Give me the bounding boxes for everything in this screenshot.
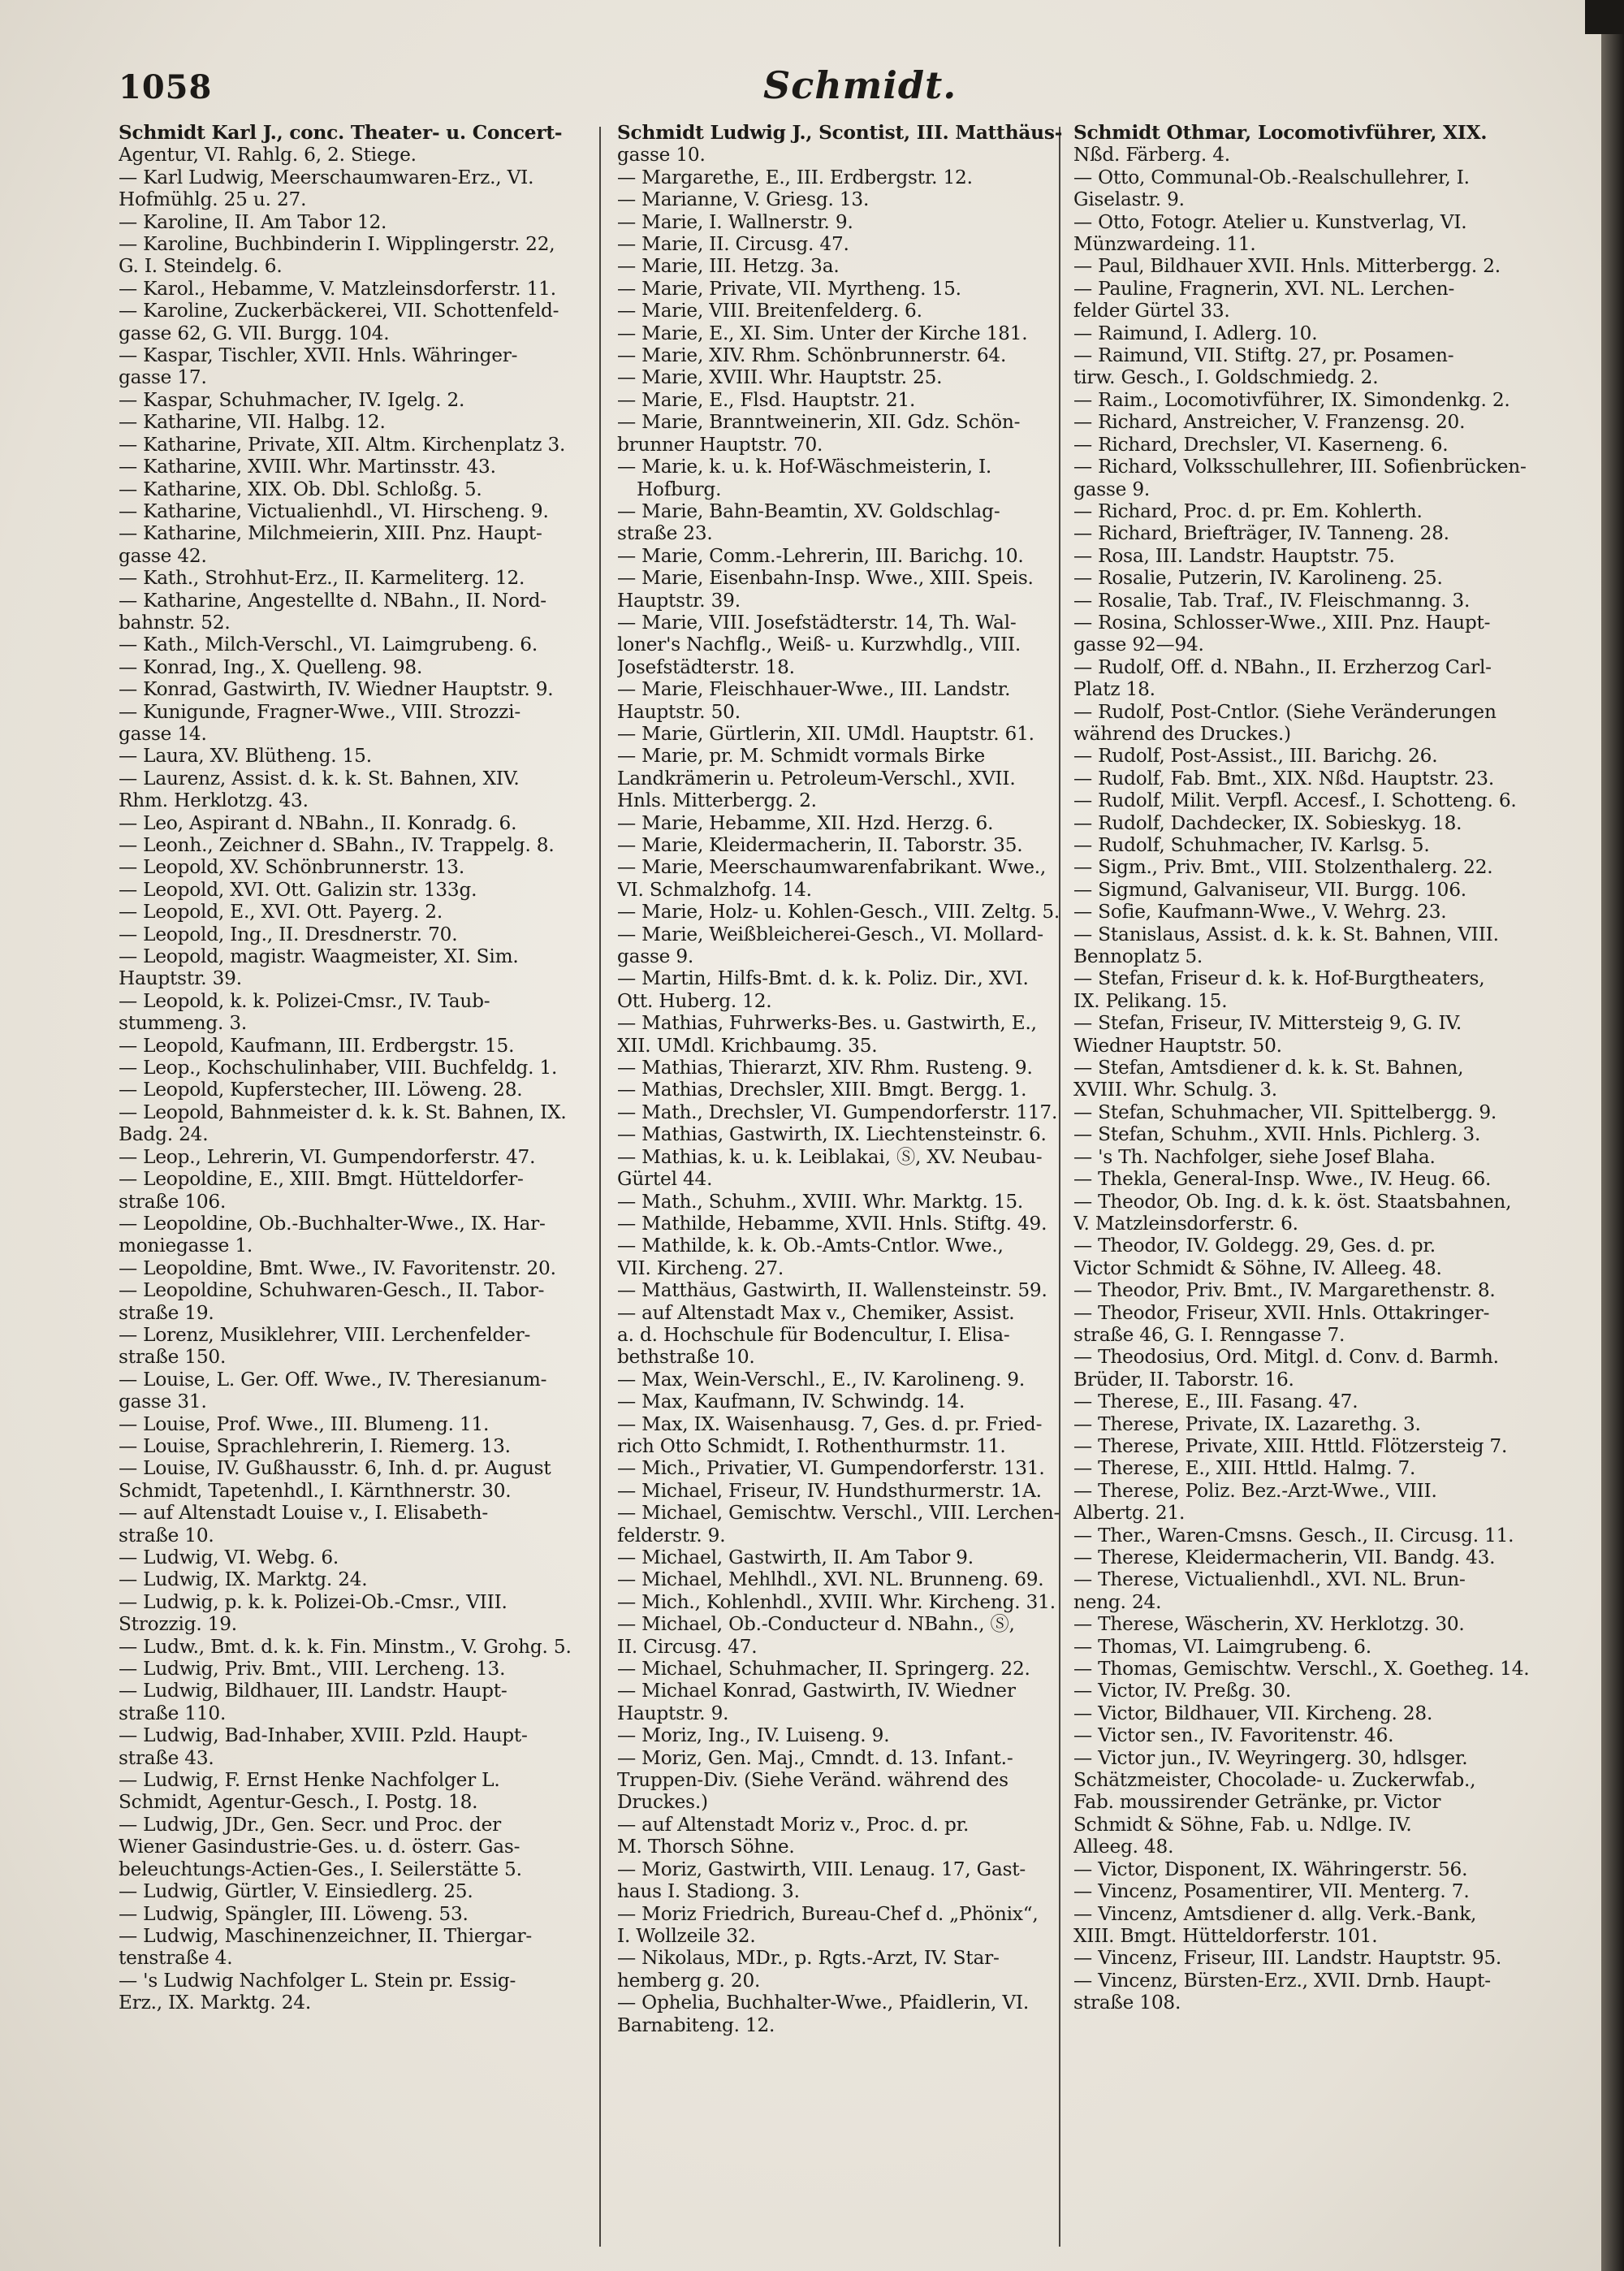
directory-line: — Rosa, III. Landstr. Hauptstr. 75. (1073, 544, 1395, 567)
directory-line: — Katharine, Victualienhdl., VI. Hirscheng. 9. (119, 500, 549, 522)
directory-line: — Vincenz, Friseur, III. Landstr. Hauptstr. 95. (1073, 1947, 1502, 1970)
directory-line: Albertg. 21. (1073, 1502, 1186, 1525)
page-edge-shadow (1601, 0, 1624, 2271)
directory-line: neng. 24. (1073, 1590, 1162, 1613)
directory-line: — Karol., Hebamme, V. Matzleinsdorferstr. 11. (119, 277, 556, 300)
directory-line: — Marie, E., XI. Sim. Unter der Kirche 181. (617, 322, 1028, 344)
directory-line: — Vincenz, Posamentirer, VII. Menterg. 7. (1073, 1880, 1470, 1903)
directory-line: Ott. Huberg. 12. (617, 989, 772, 1012)
directory-line: — Theodosius, Ord. Mitgl. d. Conv. d. Barmh. (1073, 1346, 1499, 1369)
directory-line: tirw. Gesch., I. Goldschmiedg. 2. (1073, 366, 1379, 389)
directory-line: — Marie, Branntweinerin, XII. Gdz. Schön- (617, 411, 1021, 434)
directory-line: straße 108. (1073, 1992, 1181, 2014)
directory-line: Alleeg. 48. (1073, 1836, 1174, 1858)
directory-line: Wiener Gasindustrie-Ges. u. d. österr. Gas- (119, 1836, 520, 1858)
directory-line: — Stanislaus, Assist. d. k. k. St. Bahnen, VIII. (1073, 923, 1499, 945)
directory-line: — Stefan, Amtsdiener d. k. k. St. Bahnen, (1073, 1057, 1464, 1079)
directory-line: Hofmühlg. 25 u. 27. (119, 188, 307, 211)
page-number: 1058 (119, 68, 213, 106)
directory-line: — Ludwig, Bildhauer, III. Landstr. Haupt- (119, 1680, 508, 1702)
directory-line: bethstraße 10. (617, 1346, 755, 1369)
directory-line: — Leopold, Kaufmann, III. Erdbergstr. 15. (119, 1034, 515, 1057)
directory-line: haus I. Stadiong. 3. (617, 1880, 800, 1903)
directory-line: — Leopold, magistr. Waagmeister, XI. Sim. (119, 945, 519, 968)
directory-line: Schmidt Ludwig J., Scontist, III. Matthäus- (617, 122, 1063, 144)
directory-line: — Kath., Strohhut-Erz., II. Karmeliterg. 12. (119, 567, 525, 590)
directory-line: — Rosalie, Tab. Traf., IV. Fleischmanng. 3. (1073, 589, 1471, 612)
directory-line: Truppen-Div. (Siehe Veränd. während des (617, 1769, 1009, 1792)
directory-line: — Kath., Milch-Verschl., VI. Laimgrubeng. 6. (119, 634, 538, 656)
directory-line: — Michael, Ob.-Conducteur d. NBahn., Ⓢ, (617, 1613, 1015, 1636)
directory-line: — Therese, Private, IX. Lazarethg. 3. (1073, 1412, 1421, 1435)
directory-line: — Therese, E., III. Fasang. 47. (1073, 1391, 1358, 1413)
directory-line: — 's Th. Nachfolger, siehe Josef Blaha. (1073, 1145, 1436, 1168)
directory-line: Münzwardeing. 11. (1073, 233, 1256, 256)
directory-line: — Rudolf, Fab. Bmt., XIX. Nßd. Hauptstr. 23. (1073, 767, 1495, 789)
directory-line: — Leopold, E., XVI. Ott. Payerg. 2. (119, 901, 443, 924)
directory-line: Landkrämerin u. Petroleum-Verschl., XVII. (617, 767, 1016, 789)
directory-line: loner's Nachflg., Weiß- u. Kurzwhdlg., VIII. (617, 634, 1021, 656)
directory-column-2 (617, 122, 1082, 2266)
directory-line: Hauptstr. 9. (617, 1702, 729, 1724)
directory-line: gasse 9. (617, 945, 694, 968)
directory-line: straße 43. (119, 1746, 214, 1769)
directory-column-1 (119, 122, 585, 2266)
directory-line: — Michael, Gastwirth, II. Am Tabor 9. (617, 1546, 974, 1568)
directory-line: IX. Pelikang. 15. (1073, 989, 1228, 1012)
directory-line: — Leopoldine, Bmt. Wwe., IV. Favoritenstr. 20. (119, 1257, 556, 1279)
directory-line: — Marie, Weißbleicherei-Gesch., VI. Mollard- (617, 923, 1043, 945)
directory-line: — Marie, XVIII. Whr. Hauptstr. 25. (617, 366, 943, 389)
directory-line: G. I. Steindelg. 6. (119, 255, 283, 278)
directory-line: — Leop., Kochschulinhaber, VIII. Buchfeldg. 1. (119, 1057, 558, 1079)
directory-line: XII. UMdl. Krichbaumg. 35. (617, 1034, 878, 1057)
directory-line: straße 23. (617, 522, 713, 545)
directory-line: — auf Altenstadt Louise v., I. Elisabeth- (119, 1502, 488, 1525)
directory-line: — Richard, Volksschullehrer, III. Sofienbrücken- (1073, 456, 1527, 478)
directory-line: — Louise, IV. Gußhausstr. 6, Inh. d. pr. August (119, 1457, 551, 1480)
directory-line: — Stefan, Schuhmacher, VII. Spittelbergg. 9. (1073, 1101, 1497, 1123)
directory-line: — Karl Ludwig, Meerschaumwaren-Erz., VI. (119, 166, 534, 188)
directory-line: — Marie, Eisenbahn-Insp. Wwe., XIII. Speis. (617, 567, 1034, 590)
directory-line: — Katharine, XVIII. Whr. Martinsstr. 43. (119, 456, 496, 478)
directory-line: — Thekla, General-Insp. Wwe., IV. Heug. 66. (1073, 1168, 1492, 1191)
directory-line: — Therese, Victualienhdl., XVI. NL. Brun- (1073, 1568, 1466, 1591)
directory-line: — Leopoldine, Ob.-Buchhalter-Wwe., IX. Har- (119, 1212, 546, 1235)
directory-line: — Raimund, VII. Stiftg. 27, pr. Posamen- (1073, 344, 1454, 367)
directory-line: Druckes.) (617, 1791, 708, 1814)
directory-line: — Leo, Aspirant d. NBahn., II. Konradg. 6. (119, 811, 517, 834)
directory-line: brunner Hauptstr. 70. (617, 433, 823, 456)
directory-line: Hauptstr. 50. (617, 700, 741, 723)
directory-line: — Leopold, XV. Schönbrunnerstr. 13. (119, 856, 464, 879)
directory-line: — Katharine, Milchmeierin, XIII. Pnz. Haupt- (119, 522, 542, 545)
directory-line: — Marie, Kleidermacherin, II. Taborstr. 35. (617, 834, 1023, 856)
directory-line: — Stefan, Friseur, IV. Mittersteig 9, G. IV. (1073, 1012, 1462, 1035)
directory-line: — Laurenz, Assist. d. k. k. St. Bahnen, XIV. (119, 767, 520, 789)
directory-line: Badg. 24. (119, 1123, 209, 1146)
directory-line: — Marianne, V. Griesg. 13. (617, 188, 870, 211)
directory-line: — Max, IX. Waisenhausg. 7, Ges. d. pr. Fried- (617, 1412, 1043, 1435)
directory-line: — Paul, Bildhauer XVII. Hnls. Mitterbergg. 2. (1073, 255, 1501, 278)
directory-line: straße 19. (119, 1301, 214, 1324)
directory-line: — Marie, Holz- u. Kohlen-Gesch., VIII. Zeltg. 5. (617, 901, 1060, 924)
directory-line: — Rudolf, Post-Assist., III. Barichg. 26. (1073, 745, 1438, 768)
directory-line: — Marie, XIV. Rhm. Schönbrunnerstr. 64. (617, 344, 1007, 367)
directory-line: — auf Altenstadt Max v., Chemiker, Assist. (617, 1301, 1015, 1324)
directory-line: — Raim., Locomotivführer, IX. Simondenkg. 2. (1073, 388, 1510, 411)
directory-line: — Lorenz, Musiklehrer, VIII. Lerchenfelder- (119, 1323, 531, 1346)
directory-line: — Victor jun., IV. Weyringerg. 30, hdlsger. (1073, 1746, 1468, 1769)
directory-line: — Mathias, Thierarzt, XIV. Rhm. Rusteng. 9. (617, 1057, 1033, 1079)
directory-line: — Marie, Fleischhauer-Wwe., III. Landstr. (617, 678, 1011, 701)
directory-line: — Marie, Comm.-Lehrerin, III. Barichg. 10. (617, 544, 1024, 567)
directory-line: — Marie, II. Circusg. 47. (617, 233, 849, 256)
directory-line: — Sigm., Priv. Bmt., VIII. Stolzenthalerg. 22. (1073, 856, 1493, 879)
directory-line: — Ophelia, Buchhalter-Wwe., Pfaidlerin, VI. (617, 1992, 1029, 2014)
directory-line: — Ludwig, Maschinenzeichner, II. Thiergar- (119, 1924, 533, 1947)
directory-line: — Karoline, Zuckerbäckerei, VII. Schottenfeld- (119, 300, 559, 322)
page-header (0, 0, 1592, 122)
directory-line: — Martin, Hilfs-Bmt. d. k. k. Poliz. Dir., XVI. (617, 967, 1029, 990)
directory-line: — Richard, Drechsler, VI. Kaserneng. 6. (1073, 433, 1449, 456)
directory-line: straße 106. (119, 1190, 227, 1213)
directory-line: — Louise, L. Ger. Off. Wwe., IV. Theresianum- (119, 1368, 547, 1391)
directory-line: — 's Ludwig Nachfolger L. Stein pr. Essig- (119, 1969, 516, 1992)
directory-line: — Karoline, II. Am Tabor 12. (119, 210, 387, 233)
directory-line: — Rudolf, Milit. Verpfl. Accesf., I. Schotteng. 6. (1073, 789, 1517, 812)
directory-line: V. Matzleinsdorferstr. 6. (1073, 1212, 1298, 1235)
directory-line: — Rudolf, Dachdecker, IX. Sobieskyg. 18. (1073, 811, 1462, 834)
directory-line: XIII. Bmgt. Hütteldorferstr. 101. (1073, 1924, 1378, 1947)
directory-line: — Theodor, IV. Goldegg. 29, Ges. d. pr. (1073, 1235, 1436, 1257)
directory-line: — Max, Wein-Verschl., E., IV. Karolineng. 9. (617, 1368, 1026, 1391)
directory-line: — Katharine, Angestellte d. NBahn., II. Nord- (119, 589, 546, 612)
directory-line: — Ludwig, Bad-Inhaber, XVIII. Pzld. Haupt- (119, 1724, 528, 1747)
directory-line: — Michael, Gemischtw. Verschl., VIII. Lerchen- (617, 1502, 1060, 1525)
directory-line: — Sigmund, Galvaniseur, VII. Burgg. 106. (1073, 878, 1466, 901)
directory-line: VI. Schmalzhofg. 14. (617, 878, 812, 901)
directory-line: — Kaspar, Schuhmacher, IV. Igelg. 2. (119, 388, 465, 411)
directory-line: Giselastr. 9. (1073, 188, 1185, 211)
directory-line: gasse 14. (119, 722, 207, 745)
directory-line: — Therese, Poliz. Bez.-Arzt-Wwe., VIII. (1073, 1479, 1437, 1502)
directory-line: — Vincenz, Amtsdiener d. allg. Verk.-Bank, (1073, 1902, 1477, 1925)
directory-line: Schmidt Karl J., conc. Theater- u. Concert- (119, 122, 563, 144)
directory-line: — Therese, Private, XIII. Httld. Flötzersteig 7. (1073, 1434, 1508, 1457)
directory-line: Schätzmeister, Chocolade- u. Zuckerwfab., (1073, 1769, 1476, 1792)
directory-line: — Mathias, Fuhrwerks-Bes. u. Gastwirth, E., (617, 1012, 1037, 1035)
directory-line: Hnls. Mitterbergg. 2. (617, 789, 817, 812)
directory-line: — Richard, Anstreicher, V. Franzensg. 20. (1073, 411, 1466, 434)
directory-line: — Leopoldine, E., XIII. Bmgt. Hütteldorfer- (119, 1168, 524, 1191)
directory-line: — Victor, IV. Preßg. 30. (1073, 1680, 1292, 1702)
directory-line: — Pauline, Fragnerin, XVI. NL. Lerchen- (1073, 277, 1455, 300)
directory-line: straße 110. (119, 1702, 227, 1724)
directory-line: — Moriz Friedrich, Bureau-Chef d. „Phönix“, (617, 1902, 1039, 1925)
directory-line: gasse 10. (617, 144, 706, 167)
directory-line: — Nikolaus, MDr., p. Rgts.-Arzt, IV. Star- (617, 1947, 1000, 1970)
directory-line: — Rudolf, Off. d. NBahn., II. Erzherzog Carl- (1073, 655, 1492, 678)
directory-line: — Victor, Disponent, IX. Währingerstr. 56. (1073, 1858, 1468, 1880)
directory-line: — Marie, VIII. Breitenfelderg. 6. (617, 300, 922, 322)
directory-line: beleuchtungs-Actien-Ges., I. Seilerstätte 5. (119, 1858, 522, 1880)
directory-line: Josefstädterstr. 18. (617, 655, 795, 678)
directory-line: — Marie, Gürtlerin, XII. UMdl. Hauptstr. 61. (617, 722, 1034, 745)
directory-line: — Therese, E., XIII. Httld. Halmg. 7. (1073, 1457, 1416, 1480)
directory-line: — Theodor, Priv. Bmt., IV. Margarethenstr. 8. (1073, 1279, 1496, 1302)
directory-line: — Matthäus, Gastwirth, II. Wallensteinstr. 59. (617, 1279, 1047, 1302)
directory-line: — Marie, E., Flsd. Hauptstr. 21. (617, 388, 916, 411)
directory-line: — Stefan, Schuhm., XVII. Hnls. Pichlerg. 3. (1073, 1123, 1481, 1146)
directory-line: — Mathias, Drechsler, XIII. Bmgt. Bergg. 1. (617, 1079, 1027, 1101)
directory-line: — Marie, Meerschaumwarenfabrikant. Wwe., (617, 856, 1047, 879)
directory-line: — Victor, Bildhauer, VII. Kircheng. 28. (1073, 1702, 1433, 1724)
directory-line: stummeng. 3. (119, 1012, 248, 1035)
directory-line: — Therese, Kleidermacherin, VII. Bandg. 43. (1073, 1546, 1496, 1568)
directory-line: straße 150. (119, 1346, 227, 1369)
directory-line: — Raimund, I. Adlerg. 10. (1073, 322, 1318, 344)
directory-line: — Ludwig, IX. Marktg. 24. (119, 1568, 368, 1591)
directory-line: — Richard, Proc. d. pr. Em. Kohlerth. (1073, 500, 1423, 522)
directory-line: a. d. Hochschule für Bodencultur, I. Elisa- (617, 1323, 1010, 1346)
directory-line: gasse 9. (1073, 478, 1151, 500)
directory-line: — Michael, Friseur, IV. Hundsthurmerstr. 1A. (617, 1479, 1042, 1502)
directory-line: II. Circusg. 47. (617, 1635, 758, 1658)
directory-line: — Max, Kaufmann, IV. Schwindg. 14. (617, 1391, 965, 1413)
directory-line: — Richard, Briefträger, IV. Tanneng. 28. (1073, 522, 1449, 545)
directory-line: — Moriz, Gastwirth, VIII. Lenaug. 17, Gast- (617, 1858, 1026, 1880)
directory-line: — Katharine, VII. Halbg. 12. (119, 411, 386, 434)
directory-line: — Kaspar, Tischler, XVII. Hnls. Währinger- (119, 344, 518, 367)
directory-line: Schmidt, Agentur-Gesch., I. Postg. 18. (119, 1791, 478, 1814)
directory-line: — Theodor, Ob. Ing. d. k. k. öst. Staatsbahnen, (1073, 1190, 1512, 1213)
directory-line: — Leopoldine, Schuhwaren-Gesch., II. Tabor- (119, 1279, 545, 1302)
directory-line: — Ludwig, Gürtler, V. Einsiedlerg. 25. (119, 1880, 473, 1903)
directory-line: — Ludwig, VI. Webg. 6. (119, 1546, 339, 1568)
directory-line: — Rosina, Schlosser-Wwe., XIII. Pnz. Haupt- (1073, 611, 1491, 634)
directory-line: Schmidt, Tapetenhdl., I. Kärnthnerstr. 30. (119, 1479, 512, 1502)
directory-line: Platz 18. (1073, 678, 1155, 701)
directory-line: — Marie, Hebamme, XII. Hzd. Herzg. 6. (617, 811, 994, 834)
directory-line: — Ludwig, p. k. k. Polizei-Ob.-Cmsr., VIII. (119, 1590, 508, 1613)
directory-line: — Marie, I. Wallnerstr. 9. (617, 210, 853, 233)
directory-line: — Ludwig, Spängler, III. Löweng. 53. (119, 1902, 469, 1925)
directory-line: — Konrad, Ing., X. Quelleng. 98. (119, 655, 423, 678)
directory-line: — Leopold, Ing., II. Dresdnerstr. 70. (119, 923, 458, 945)
directory-line: — Victor sen., IV. Favoritenstr. 46. (1073, 1724, 1394, 1747)
directory-line: — Michael, Mehlhdl., XVI. NL. Brunneng. 69. (617, 1568, 1044, 1591)
directory-column-3 (1073, 122, 1561, 2266)
directory-line: gasse 42. (119, 544, 207, 567)
directory-line: Rhm. Herklotzg. 43. (119, 789, 309, 812)
directory-line: Schmidt Othmar, Locomotivführer, XIX. (1073, 122, 1488, 144)
directory-line: — Marie, Bahn-Beamtin, XV. Goldschlag- (617, 500, 1000, 522)
directory-line: Fab. moussirender Getränke, pr. Victor (1073, 1791, 1441, 1814)
directory-line: gasse 17. (119, 366, 207, 389)
directory-line: Erz., IX. Marktg. 24. (119, 1992, 312, 2014)
directory-line: — Thomas, VI. Laimgrubeng. 6. (1073, 1635, 1371, 1658)
directory-line: — Marie, pr. M. Schmidt vormals Birke (617, 745, 985, 768)
directory-line: — Stefan, Friseur d. k. k. Hof-Burgtheaters, (1073, 967, 1485, 990)
directory-line: — Leonh., Zeichner d. SBahn., IV. Trappelg. 8. (119, 834, 555, 856)
directory-line: — Mathias, Gastwirth, IX. Liechtensteinstr. 6. (617, 1123, 1047, 1146)
directory-line: — Mich., Privatier, VI. Gumpendorferstr. 131. (617, 1457, 1045, 1480)
directory-line: Nßd. Färberg. 4. (1073, 144, 1230, 167)
directory-line: Wiedner Hauptstr. 50. (1073, 1034, 1282, 1057)
directory-line: rich Otto Schmidt, I. Rothenthurmstr. 11. (617, 1434, 1006, 1457)
directory-line: — Konrad, Gastwirth, IV. Wiedner Hauptstr. 9. (119, 678, 554, 701)
directory-line: — Mich., Kohlenhdl., XVIII. Whr. Kircheng. 31. (617, 1590, 1056, 1613)
directory-line: Victor Schmidt & Söhne, IV. Alleeg. 48. (1073, 1257, 1442, 1279)
running-head: Schmidt. (763, 63, 957, 107)
directory-line: — Karoline, Buchbinderin I. Wipplingerstr. 22, (119, 233, 555, 256)
directory-line: Gürtel 44. (617, 1168, 713, 1191)
directory-line: — Marie, VIII. Josefstädterstr. 14, Th. Wal- (617, 611, 1017, 634)
directory-line: — Theodor, Friseur, XVII. Hnls. Ottakringer- (1073, 1301, 1490, 1324)
directory-line: Hauptstr. 39. (119, 967, 242, 990)
directory-line: — Moriz, Gen. Maj., Cmndt. d. 13. Infant.- (617, 1746, 1013, 1769)
directory-line: felder Gürtel 33. (1073, 300, 1230, 322)
directory-line: — Marie, III. Hetzg. 3a. (617, 255, 840, 278)
directory-line: Brüder, II. Taborstr. 16. (1073, 1368, 1294, 1391)
directory-line: — Leopold, Bahnmeister d. k. k. St. Bahnen, IX. (119, 1101, 567, 1123)
directory-line: — Laura, XV. Blütheng. 15. (119, 745, 372, 768)
directory-line: gasse 31. (119, 1391, 207, 1413)
directory-line: Hauptstr. 39. (617, 589, 741, 612)
directory-line: — auf Altenstadt Moriz v., Proc. d. pr. (617, 1813, 970, 1836)
directory-line: VII. Kircheng. 27. (617, 1257, 784, 1279)
directory-line: — Michael Konrad, Gastwirth, IV. Wiedner (617, 1680, 1016, 1702)
directory-line: während des Druckes.) (1073, 722, 1291, 745)
directory-line: — Rudolf, Post-Cntlor. (Siehe Veränderungen (1073, 700, 1497, 723)
directory-line: hemberg g. 20. (617, 1969, 761, 1992)
directory-line: — Leop., Lehrerin, VI. Gumpendorferstr. 47. (119, 1145, 536, 1168)
directory-line: — Rosalie, Putzerin, IV. Karolineng. 25. (1073, 567, 1443, 590)
directory-line: moniegasse 1. (119, 1235, 253, 1257)
directory-line: Schmidt & Söhne, Fab. u. Ndlge. IV. (1073, 1813, 1412, 1836)
directory-line: — Rudolf, Schuhmacher, IV. Karlsg. 5. (1073, 834, 1430, 856)
directory-line: — Math., Schuhm., XVIII. Whr. Marktg. 15. (617, 1190, 1024, 1213)
directory-line: — Ludw., Bmt. d. k. k. Fin. Minstm., V. Grohg. 5. (119, 1635, 572, 1658)
directory-line: — Ther., Waren-Cmsns. Gesch., II. Circusg. 11. (1073, 1524, 1514, 1546)
directory-line: — Kunigunde, Fragner-Wwe., VIII. Strozzi- (119, 700, 521, 723)
directory-line: XVIII. Whr. Schulg. 3. (1073, 1079, 1277, 1101)
directory-line: — Ludwig, JDr., Gen. Secr. und Proc. der (119, 1813, 502, 1836)
column-divider (599, 127, 601, 2247)
directory-line: — Mathilde, k. k. Ob.-Amts-Cntlor. Wwe., (617, 1235, 1004, 1257)
directory-line: Agentur, VI. Rahlg. 6, 2. Stiege. (119, 144, 417, 167)
directory-line: — Moriz, Ing., IV. Luiseng. 9. (617, 1724, 890, 1747)
directory-line: gasse 92—94. (1073, 634, 1204, 656)
directory-line: — Therese, Wäscherin, XV. Herklotzg. 30. (1073, 1613, 1465, 1636)
directory-line: — Otto, Fotogr. Atelier u. Kunstverlag, VI. (1073, 210, 1467, 233)
directory-line: — Vincenz, Bürsten-Erz., XVII. Drnb. Haupt- (1073, 1969, 1491, 1992)
directory-line: — Leopold, Kupferstecher, III. Löweng. 28. (119, 1079, 523, 1101)
directory-line: — Ludwig, Priv. Bmt., VIII. Lercheng. 13. (119, 1658, 506, 1681)
directory-line: — Marie, Private, VII. Myrtheng. 15. (617, 277, 961, 300)
directory-line: — Katharine, XIX. Ob. Dbl. Schloßg. 5. (119, 478, 482, 500)
directory-line: bahnstr. 52. (119, 611, 231, 634)
directory-line: — Margarethe, E., III. Erdbergstr. 12. (617, 166, 973, 188)
directory-line: straße 10. (119, 1524, 214, 1546)
directory-line: — Sofie, Kaufmann-Wwe., V. Wehrg. 23. (1073, 901, 1447, 924)
directory-line: straße 46, G. I. Renngasse 7. (1073, 1323, 1345, 1346)
directory-line: — Math., Drechsler, VI. Gumpendorferstr. 117. (617, 1101, 1058, 1123)
directory-line: — Otto, Communal-Ob.-Realschullehrer, I. (1073, 166, 1470, 188)
directory-line: — Michael, Schuhmacher, II. Springerg. 22. (617, 1658, 1030, 1681)
directory-line: — Leopold, XVI. Ott. Galizin str. 133g. (119, 878, 477, 901)
directory-line: — Katharine, Private, XII. Altm. Kirchenplatz 3. (119, 433, 566, 456)
directory-line: — Louise, Prof. Wwe., III. Blumeng. 11. (119, 1412, 490, 1435)
directory-line: — Ludwig, F. Ernst Henke Nachfolger L. (119, 1769, 500, 1792)
directory-line: — Louise, Sprachlehrerin, I. Riemerg. 13. (119, 1434, 511, 1457)
directory-line: Bennoplatz 5. (1073, 945, 1203, 968)
directory-line: — Mathias, k. u. k. Leiblakai, Ⓢ, XV. Neubau- (617, 1145, 1043, 1168)
directory-line: — Marie, k. u. k. Hof-Wäschmeisterin, I. Hofburg. (617, 456, 992, 500)
directory-line: I. Wollzeile 32. (617, 1924, 756, 1947)
directory-line: felderstr. 9. (617, 1524, 726, 1546)
directory-line: — Mathilde, Hebamme, XVII. Hnls. Stiftg. 49. (617, 1212, 1047, 1235)
directory-line: Barnabiteng. 12. (617, 2014, 775, 2036)
directory-line: gasse 62, G. VII. Burgg. 104. (119, 322, 390, 344)
directory-line: M. Thorsch Söhne. (617, 1836, 795, 1858)
directory-line: tenstraße 4. (119, 1947, 233, 1970)
directory-line: — Thomas, Gemischtw. Verschl., X. Goetheg. 14. (1073, 1658, 1530, 1681)
directory-line: Strozzig. 19. (119, 1613, 237, 1636)
directory-line: — Leopold, k. k. Polizei-Cmsr., IV. Taub- (119, 989, 490, 1012)
